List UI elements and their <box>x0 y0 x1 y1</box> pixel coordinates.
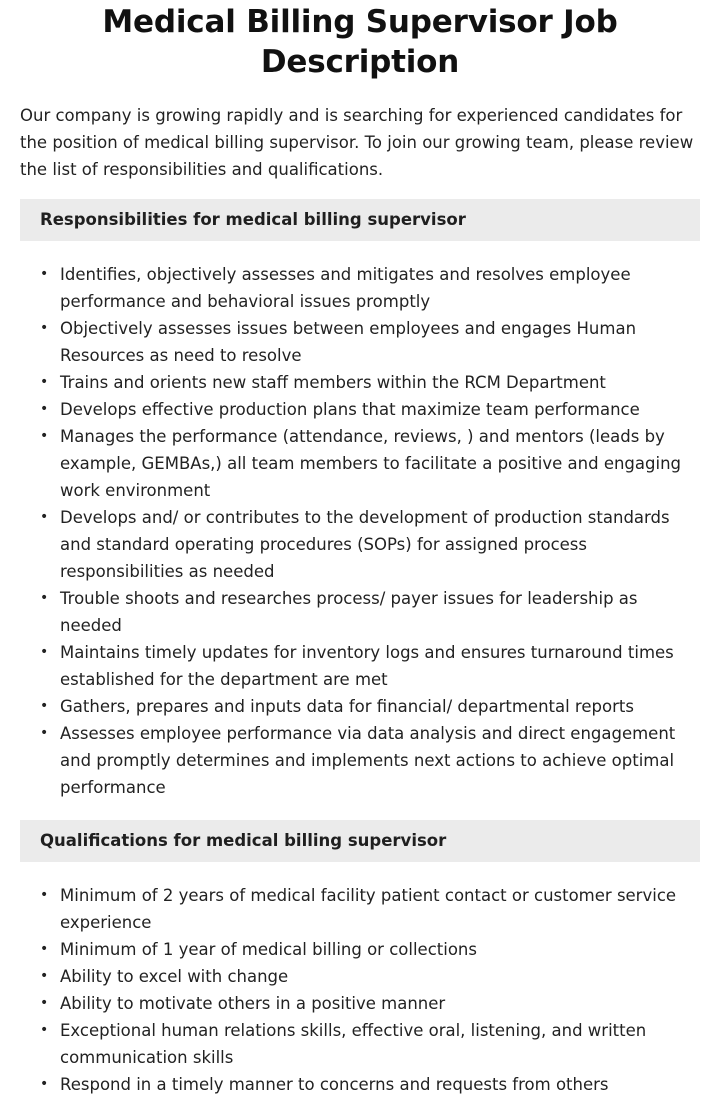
list-item <box>40 585 700 639</box>
list-item-text: Ability to excel with change <box>60 967 289 986</box>
list-item-text: Maintains timely updates for inventory logs and ensures turnaround times established for the department are met <box>60 643 674 689</box>
list-item <box>40 369 700 396</box>
list-item <box>40 504 700 585</box>
list-item <box>40 261 700 315</box>
bullet-icon: • <box>40 968 49 984</box>
qualifications-heading: Qualifications for medical billing supervisor <box>20 820 700 862</box>
list-item-text: Develops effective production plans that maximize team performance <box>60 400 640 419</box>
list-item-text: Respond in a timely manner to concerns and requests from others <box>60 1075 609 1094</box>
list-item <box>40 963 700 990</box>
list-item-text: Objectively assesses issues between employees and engages Human Resources as need to resolve <box>60 319 637 365</box>
list-item <box>40 882 700 936</box>
bullet-icon: • <box>40 590 49 606</box>
list-item-text: Assesses employee performance via data analysis and direct engagement and promptly determines and implements next actions to achieve optimal performance <box>60 724 676 797</box>
list-item <box>40 423 700 504</box>
list-item-text: Identifies, objectively assesses and mitigates and resolves employee performance and behavioral issues promptly <box>60 265 631 311</box>
bullet-icon: • <box>40 401 49 417</box>
bullet-icon: • <box>40 320 49 336</box>
bullet-icon: • <box>40 266 49 282</box>
responsibilities-list <box>20 261 700 801</box>
list-item-text: Trouble shoots and researches process/ payer issues for leadership as needed <box>60 589 638 635</box>
list-item <box>40 693 700 720</box>
list-item <box>40 396 700 423</box>
bullet-icon: • <box>40 509 49 525</box>
bullet-icon: • <box>40 644 49 660</box>
bullet-icon: • <box>40 428 49 444</box>
list-item-text: Exceptional human relations skills, effective oral, listening, and written communication skills <box>60 1021 647 1067</box>
list-item <box>40 639 700 693</box>
list-item <box>40 1017 700 1071</box>
list-item-text: Trains and orients new staff members within the RCM Department <box>60 373 606 392</box>
list-item-text: Gathers, prepares and inputs data for financial/ departmental reports <box>60 697 634 716</box>
list-item <box>40 720 700 801</box>
bullet-icon: • <box>40 1076 49 1092</box>
page-title: Medical Billing Supervisor Job Description <box>102 4 618 80</box>
bullet-icon: • <box>40 725 49 741</box>
bullet-icon: • <box>40 887 49 903</box>
list-item <box>40 315 700 369</box>
bullet-icon: • <box>40 941 49 957</box>
list-item <box>40 990 700 1017</box>
list-item-text: Minimum of 1 year of medical billing or collections <box>60 940 477 959</box>
responsibilities-heading: Responsibilities for medical billing supervisor <box>20 199 700 241</box>
qualifications-list <box>20 882 700 1098</box>
list-item-text: Ability to motivate others in a positive manner <box>60 994 446 1013</box>
bullet-icon: • <box>40 374 49 390</box>
bullet-icon: • <box>40 995 49 1011</box>
list-item-text: Manages the performance (attendance, reviews, ) and mentors (leads by example, GEMBAs,) all team members to facilitate a positive and engaging work environment <box>60 427 681 500</box>
list-item <box>40 936 700 963</box>
bullet-icon: • <box>40 698 49 714</box>
list-item <box>40 1071 700 1098</box>
intro-paragraph: Our company is growing rapidly and is searching for experienced candidates for the position of medical billing supervisor. To join our growing team, please review the list of responsibilities and qualifications. <box>20 106 694 179</box>
list-item-text: Minimum of 2 years of medical facility patient contact or customer service experience <box>60 886 677 932</box>
bullet-icon: • <box>40 1022 49 1038</box>
list-item-text: Develops and/ or contributes to the development of production standards and standard operating procedures (SOPs) for assigned process responsibilities as needed <box>60 508 670 581</box>
